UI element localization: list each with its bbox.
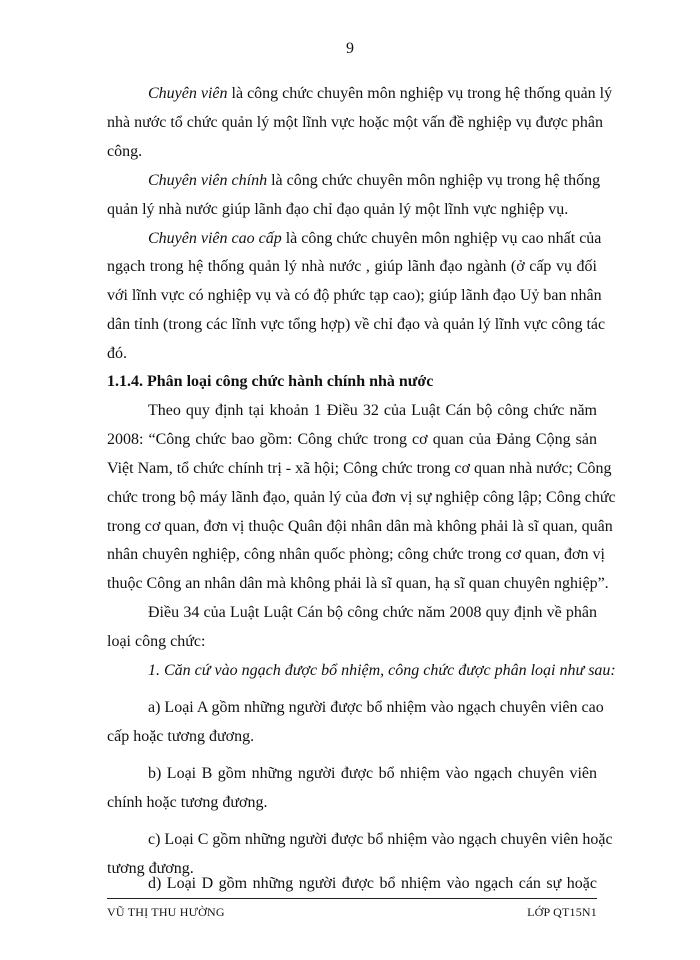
paragraph-line: Việt Nam, tổ chức chính trị - xã hội; Công chức trong cơ quan nhà nước; Công <box>107 460 612 477</box>
footer-author: VŨ THỊ THU HƯỜNG <box>107 905 225 919</box>
term-chuyen-vien: Chuyên viên <box>148 85 228 102</box>
paragraph-line: dân tỉnh (trong các lĩnh vực tổng hợp) về chỉ đạo và quản lý lĩnh vực công tác <box>107 316 606 333</box>
term-chuyen-vien-cao-cap: Chuyên viên cao cấp <box>148 230 282 247</box>
paragraph-line: Điều 34 của Luật Luật Cán bộ công chức năm 2008 quy định về phân <box>148 604 597 621</box>
paragraph-line: trong cơ quan, đơn vị thuộc Quân đội nhân dân mà không phải là sĩ quan, quân <box>107 518 613 535</box>
list-item-line: c) Loại C gồm những người được bổ nhiệm vào ngạch chuyên viên hoặc <box>148 831 613 848</box>
paragraph-line: 2008: “Công chức bao gồm: Công chức trong cơ quan của Đảng Cộng sản <box>107 431 597 448</box>
text-span: là công chức chuyên môn nghiệp vụ trong hệ thống quản lý <box>227 85 613 102</box>
list-item-line: d) Loại D gồm những người được bổ nhiệm vào ngạch cán sự hoặc <box>148 875 597 892</box>
list-item-line: chính hoặc tương đương. <box>107 794 268 811</box>
paragraph-line: nhân chuyên nghiệp, công nhân quốc phòng; công chức trong cơ quan, đơn vị <box>107 546 605 563</box>
paragraph-line: Theo quy định tại khoản 1 Điều 32 của Luật Cán bộ công chức năm <box>148 402 597 419</box>
footer-class: LỚP QT15N1 <box>527 905 597 919</box>
paragraph-line: nhà nước tổ chức quản lý một lĩnh vực hoặc một vấn đề nghiệp vụ được phân <box>107 114 603 131</box>
criteria-line: 1. Căn cứ vào ngạch được bổ nhiệm, công chức được phân loại như sau: <box>148 662 616 679</box>
paragraph-line <box>148 229 602 249</box>
term-chuyen-vien-chinh: Chuyên viên chính <box>148 172 268 189</box>
page-number: 9 <box>346 40 354 57</box>
text-span: là công chức chuyên môn nghiệp vụ trong hệ thống <box>267 172 601 189</box>
paragraph-line <box>148 171 601 191</box>
paragraph-line: thuộc Công an nhân dân mà không phải là sĩ quan, hạ sĩ quan chuyên nghiệp”. <box>107 575 609 592</box>
paragraph-line <box>148 84 613 104</box>
footer-rule <box>107 898 597 899</box>
text-span: là công chức chuyên môn nghiệp vụ cao nhất của <box>281 230 602 247</box>
paragraph-line: đó. <box>107 345 127 362</box>
paragraph-line: với lĩnh vực có nghiệp vụ và có độ phức tạp cao); giúp lãnh đạo Uỷ ban nhân <box>107 287 602 304</box>
section-heading: 1.1.4. Phân loại công chức hành chính nhà nước <box>107 373 434 390</box>
list-item-line: tương đương. <box>107 860 194 877</box>
list-item-line: cấp hoặc tương đương. <box>107 728 255 745</box>
paragraph-line: quản lý nhà nước giúp lãnh đạo chỉ đạo quản lý một lĩnh vực nghiệp vụ. <box>107 201 569 218</box>
paragraph-line: loại công chức: <box>107 633 206 650</box>
paragraph-line: ngạch trong hệ thống quản lý nhà nước , giúp lãnh đạo ngành (ở cấp vụ đối <box>107 258 597 275</box>
paragraph-line: công. <box>107 143 143 160</box>
list-item-line: b) Loại B gồm những người được bổ nhiệm vào ngạch chuyên viên <box>148 765 597 782</box>
list-item-line: a) Loại A gồm những người được bổ nhiệm vào ngạch chuyên viên cao <box>148 699 604 716</box>
paragraph-line: chức trong bộ máy lãnh đạo, quản lý của đơn vị sự nghiệp công lập; Công chức <box>107 489 616 506</box>
